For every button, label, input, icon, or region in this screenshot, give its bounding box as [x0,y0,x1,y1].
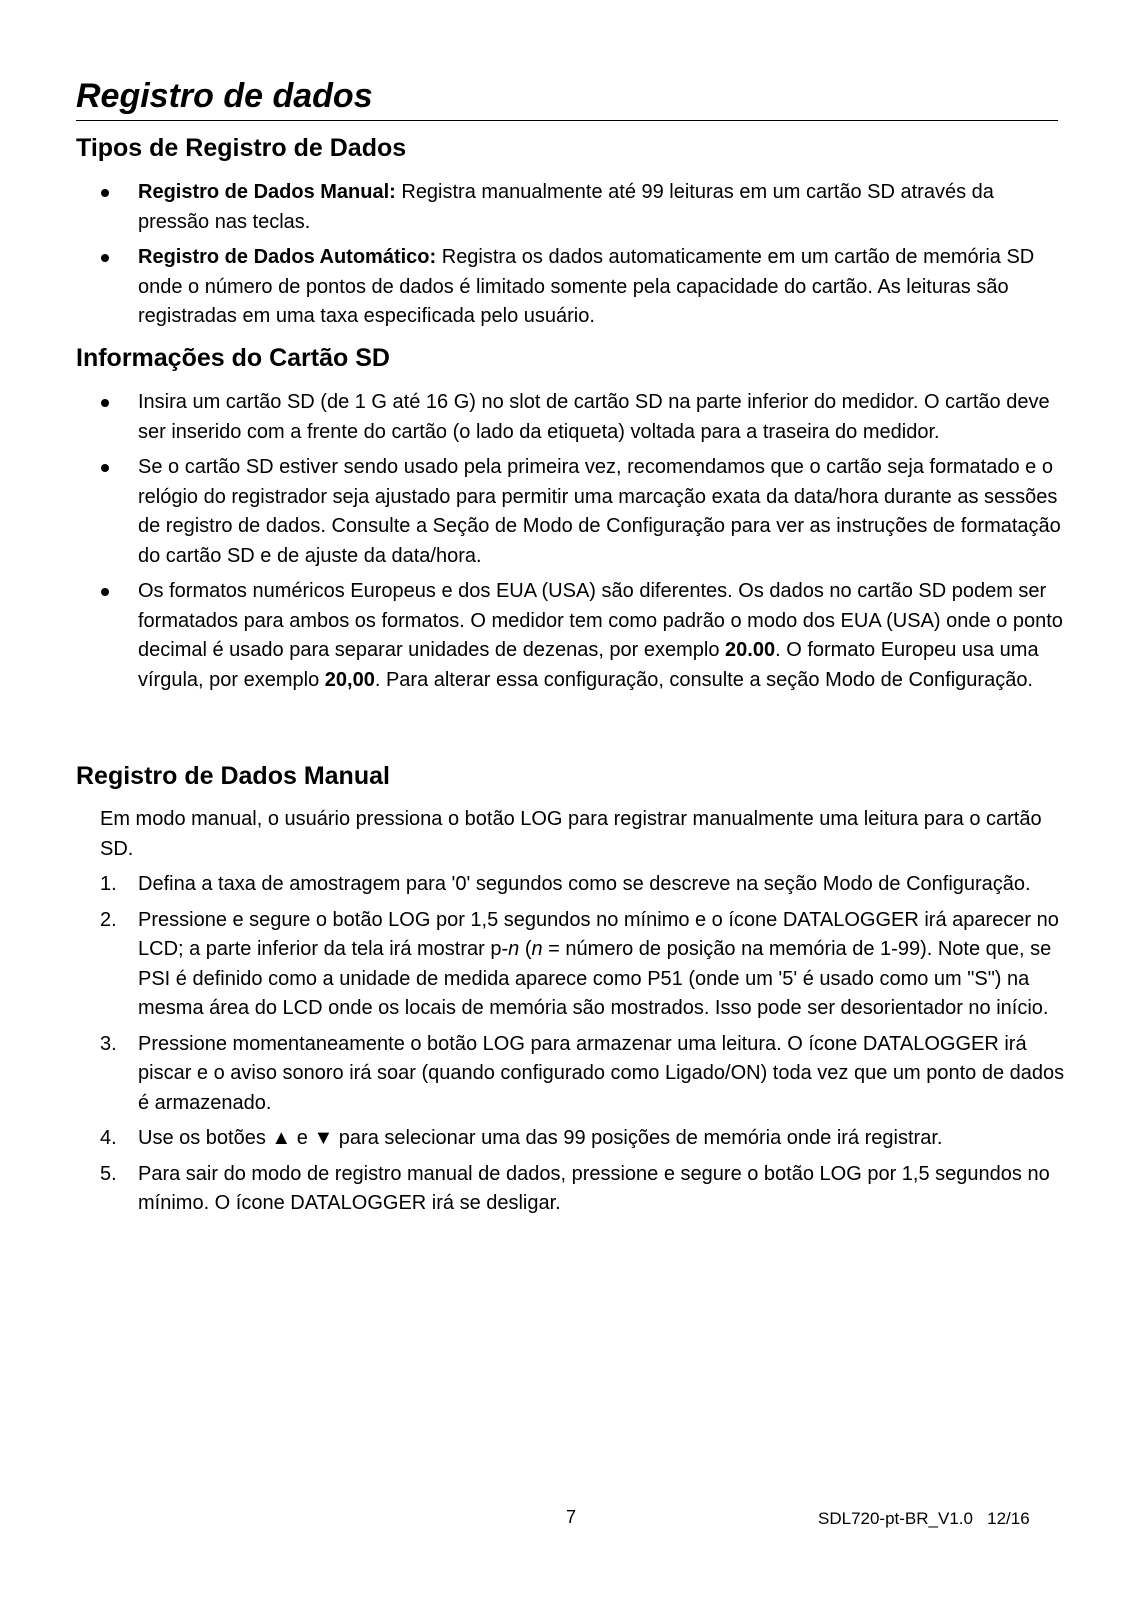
tipos-list [0,178,1130,338]
bullet-icon [101,464,109,472]
bullet-icon [101,399,109,407]
step-number: 1. [100,873,117,895]
list-item [0,243,1130,332]
list-item [0,178,1130,237]
item-label: Registro de Dados Automático: [138,246,437,268]
step-text-part: Pressione e segure o botão LOG por 1,5 segundos no mínimo e o ícone DATALOGGER irá aparecer no LCD; a parte inferior da tela irá mostrar p- [138,908,1059,960]
step-item [0,906,1130,1024]
step-item [0,1030,1130,1119]
bullet-icon [101,588,109,596]
step-item [0,1124,1130,1154]
step-text: Defina a taxa de amostragem para '0' segundos como se descreve na seção Modo de Configuração. [138,873,1031,895]
manual-steps [0,870,1130,1225]
step-number: 2. [100,908,117,931]
step-text-part: = número de posição na memória de 1-99). Note que, se PSI é definido como a unidade de medida aparece como P51 (onde um '5' é usado como um "S") na mesma área do LCD onde os locais de memória são mostrados. Isso pode ser desorientador no início. [138,938,1052,1019]
list-item [0,453,1130,571]
example-eu-format: 20,00 [324,668,375,691]
step-text: Pressione momentaneamente o botão LOG para armazenar uma leitura. O ícone DATALOGGER irá piscar e o aviso sonoro irá soar (quando configurado como Ligado/ON) toda vez que um ponto de dados é armazenado. [138,1032,1065,1114]
item-text: Insira um cartão SD (de 1 G até 16 G) no slot de cartão SD na parte inferior do medidor. O cartão deve ser inserido com a frente do cartão (o lado da etiqueta) voltada para a traseira do medidor. [138,391,1050,443]
step-text: Para sair do modo de registro manual de dados, pressione e segure o botão LOG por 1,5 segundos no mínimo. O ícone DATALOGGER irá se desligar. [138,1162,1050,1214]
manual-intro: Em modo manual, o usuário pressiona o botão LOG para registrar manualmente uma leitura para o cartão SD. [100,808,1042,860]
list-item [0,577,1130,695]
variable-n: n [531,938,543,960]
bullet-icon [101,254,109,262]
page-number: 7 [566,1507,577,1527]
section-heading-manual: Registro de Dados Manual [76,762,390,790]
item-text-part: . Para alterar essa configuração, consulte a seção Modo de Configuração. [374,668,1033,691]
bullet-icon [101,189,109,197]
variable-n: n [508,938,520,960]
page-title: Registro de dados [76,74,1058,121]
document-id: SDL720-pt-BR_V1.0 12/16 [818,1509,1030,1528]
step-text: Use os botões ▲ e ▼ para selecionar uma das 99 posições de memória onde irá registrar. [138,1127,943,1149]
item-label: Registro de Dados Manual: [138,181,396,203]
list-item [0,388,1130,447]
item-text: Registra manualmente até 99 leituras em um cartão SD através da pressão nas teclas. [138,181,994,233]
item-text-part: Os formatos numéricos Europeus e dos EUA (USA) são diferentes. Os dados no cartão SD podem ser formatados para ambos os formatos. O medidor tem como padrão o modo dos EUA (USA) onde o ponto decimal é usado para separar unidades de dezenas, por exemplo [138,580,1063,661]
item-text-part: . O formato Europeu usa uma vírgula, por exemplo [138,639,1039,691]
step-number: 5. [100,1162,117,1185]
item-text: Registra os dados automaticamente em um cartão de memória SD onde o número de pontos de dados é limitado somente pela capacidade do cartão. As leituras são registradas em uma taxa especificada pelo usuário. [138,246,1035,327]
example-us-format: 20.00 [725,639,776,661]
section-heading-cartao: Informações do Cartão SD [76,344,390,372]
item-text: Se o cartão SD estiver sendo usado pela primeira vez, recomendamos que o cartão seja formatado e o relógio do registrador seja ajustado para permitir uma marcação exata da data/hora durante as sessões de registro de dados. Consulte a Seção de Modo de Configuração para ver as instruções de formatação do cartão SD e de ajuste da data/hora. [138,456,1061,567]
step-item [0,1160,1130,1219]
step-text-part: ( [519,938,532,960]
cartao-list [0,388,1130,701]
step-item [0,870,1130,900]
step-number: 4. [100,1127,117,1149]
step-number: 3. [100,1032,117,1055]
section-heading-tipos: Tipos de Registro de Dados [76,134,407,162]
